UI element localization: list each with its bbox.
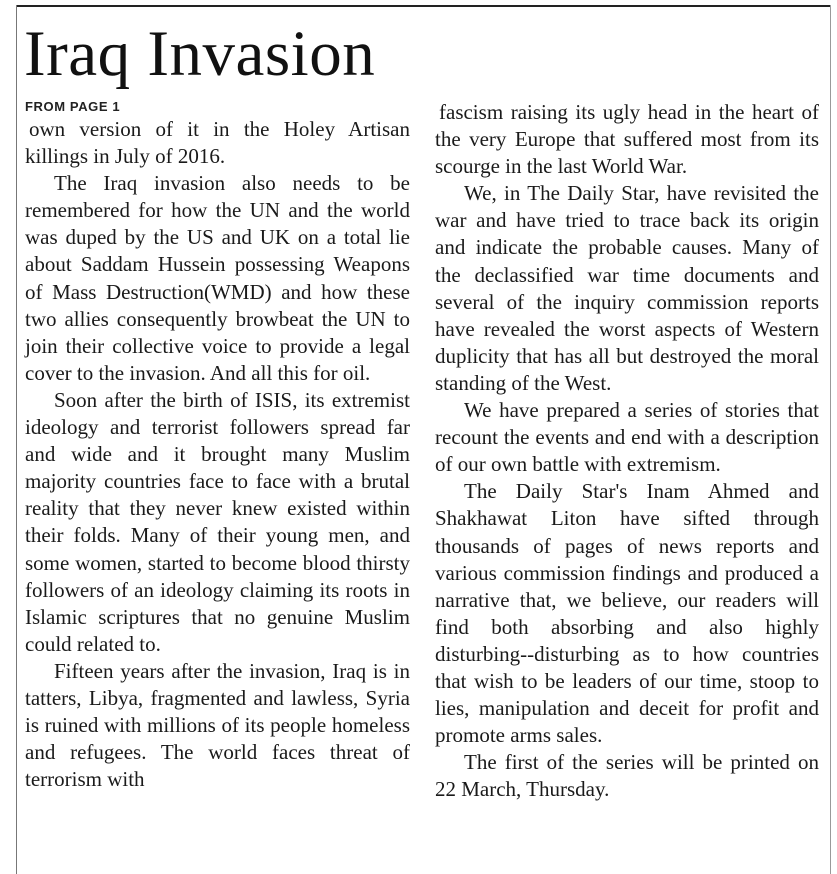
paragraph: Fifteen years after the invasion, Iraq is in tatters, Libya, fragmented and lawless, Syria is ruined with millions of its people homeless and refugees. The world faces threat of terrorism with [25,658,410,792]
paragraph: The first of the series will be printed on 22 March, Thursday. [435,750,819,802]
top-border-rule [16,5,831,7]
paragraph: We have prepared a series of stories that recount the events and end with a description of our own battle with extremism. [435,398,819,477]
paragraph: We, in The Daily Star, have revisited the war and have tried to trace back its origin and indicate the probable causes. Many of the declassified war time documents and several of the inquiry commission reports have revealed the worst aspects of Western duplicity that has all but destroyed the moral standing of the West. [435,181,819,395]
paragraph: The Daily Star's Inam Ahmed and Shakhawat Liton have sifted through thousands of pages of news reports and various commission findings and produced a narrative that, we believe, our readers will find both absorbing and also highly disturbing--disturbing as to how countries that wish to be leaders of our time, stoop to lies, manipulation and deceit for profit and promote arms sales. [435,479,819,748]
right-border-rule [830,5,831,874]
article-headline: Iraq Invasion [24,18,376,90]
article-column-right [435,99,819,803]
paragraph: Soon after the birth of ISIS, its extremist ideology and terrorist followers spread far and wide and it brought many Muslim majority countries face to face with a brutal reality that they never knew existed within their folds. Many of their young men, and some women, started to become blood thirsty followers of an ideology claiming its roots in Islamic scriptures that no genuine Muslim could related to. [25,387,410,656]
paragraph: fascism raising its ugly head in the heart of the very Europe that suffered most from its scourge in the last World War. [435,100,819,179]
paragraph: The Iraq invasion also needs to be remembered for how the UN and the world was duped by the US and UK on a total lie about Saddam Hussein possessing Weapons of Mass Destruction(WMD) and how these two allies consequently browbeat the UN to join their collective voice to provide a legal cover to the invasion. And all this for oil. [25,171,410,385]
jump-label: FROM PAGE 1 [25,99,121,114]
paragraph: own version of it in the Holey Artisan killings in July of 2016. [25,117,410,169]
left-border-rule [16,5,17,874]
article-column-left [25,98,410,793]
